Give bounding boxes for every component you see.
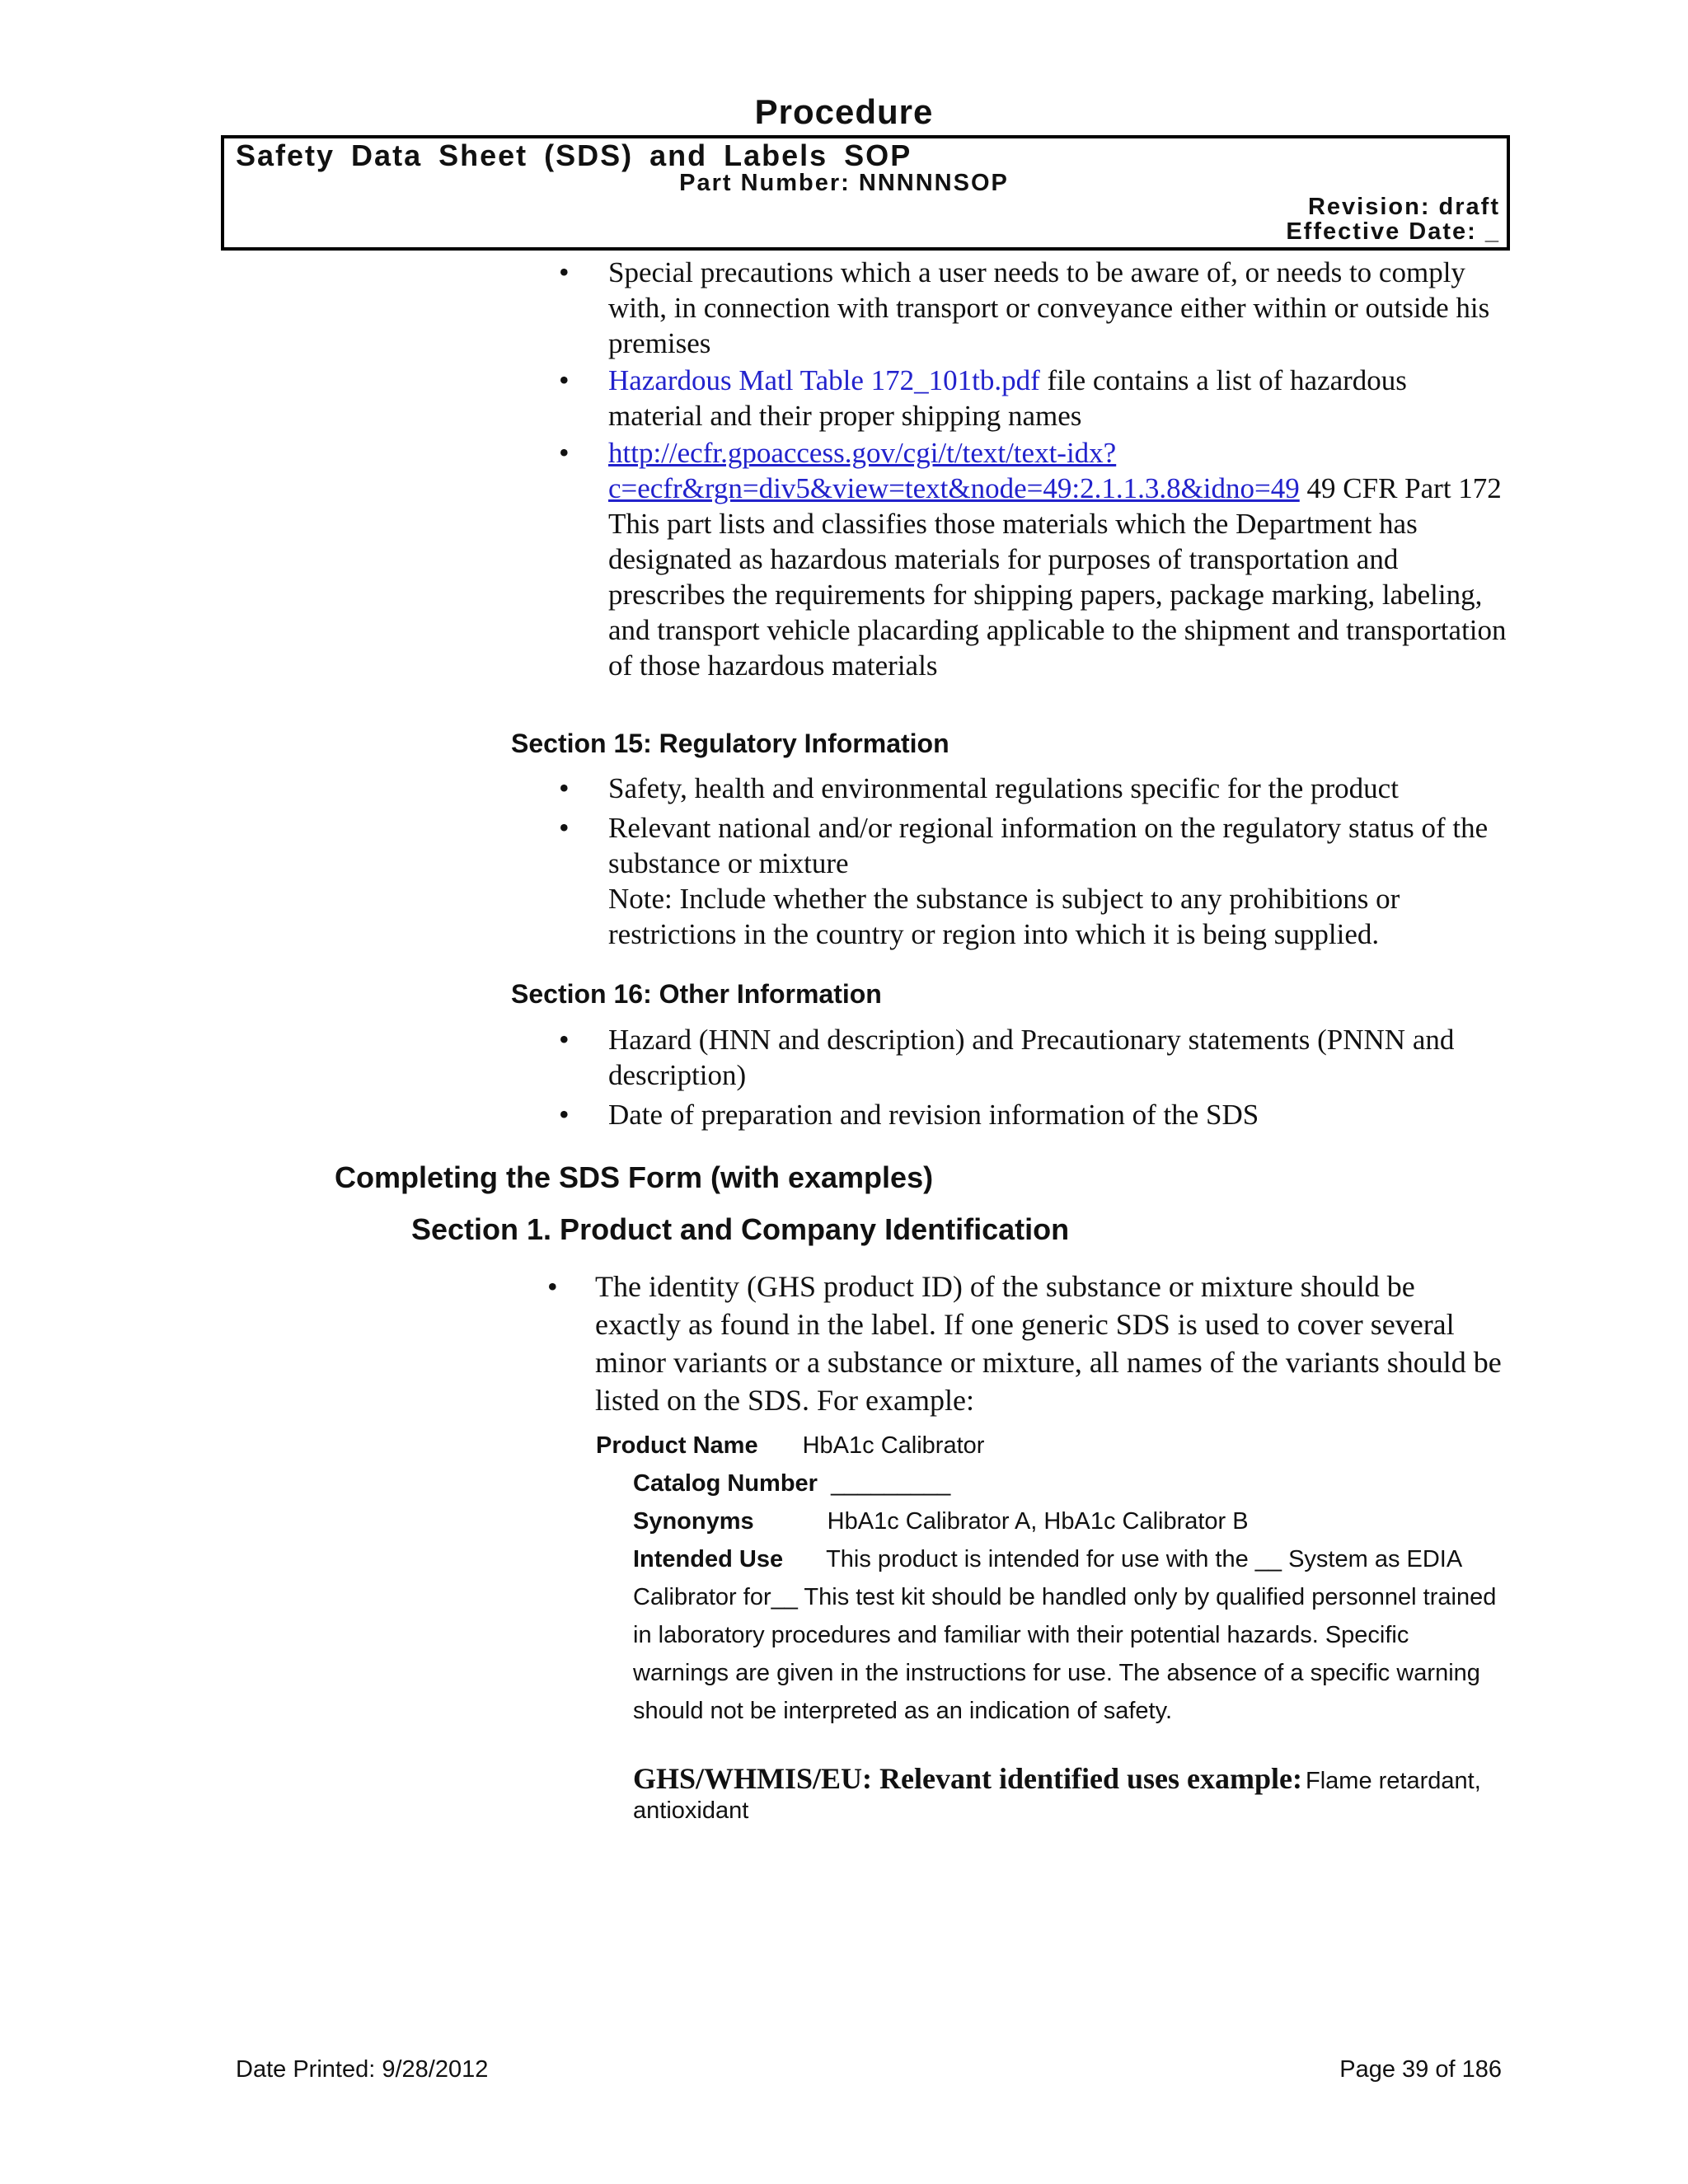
section16-heading: Section 16: Other Information [511, 979, 882, 1009]
example-intended-use: Intended Use This product is intended for use with the __ System as EDIA Calibrator for__ This test kit should be handled only by qualified personnel trained in laboratory procedures and familiar with their potential hazards. Specific warnings are given in the instructions for use. The absence of a specific warning should not be interpreted as an indication of safety. [633, 1546, 1497, 1724]
bullet-icon: • [559, 771, 570, 804]
section1-list [547, 1268, 1502, 1419]
section1-heading: Section 1. Product and Company Identification [411, 1212, 1070, 1246]
hazardous-table-link[interactable]: Hazardous Matl Table 172_101tb.pdf [608, 364, 1040, 396]
list-item: • Hazardous Matl Table 172_101tb.pdf file contains a list of hazardous material and their proper shipping names [559, 363, 1407, 432]
bullet-icon: • [559, 255, 570, 288]
section16-list [559, 1022, 1507, 1132]
completing-heading: Completing the SDS Form (with examples) [335, 1160, 934, 1194]
note-text: Note: Include whether the substance is subject to any prohibitions or restrictions in the country or region into which it is being supplied. [608, 883, 1400, 950]
list-item: • http://ecfr.gpoaccess.gov/cgi/t/text/text-idx? c=ecfr&rgn=div5&view=text&node=49:2.1.1.3.8&idno=49 49 CFR Part 172 This part lists and classifies those materials which the Department has designated as hazardous materials for purposes of transportation and prescribes the requirements for shipping papers, package marking, labeling, and transport vehicle placarding applicable to the shipment and transportation of those hazardous materials [559, 436, 1507, 682]
effective-date: Effective Date: _ [1286, 218, 1500, 245]
list-item: • Date of preparation and revision information of the SDS [559, 1098, 1259, 1131]
date-printed: Date Printed: 9/28/2012 [236, 2056, 489, 2083]
list-item: • Safety, health and environmental regulations specific for the product [559, 771, 1399, 804]
page-title: Procedure [754, 92, 934, 131]
example-catalog: Catalog Number _________ [633, 1470, 951, 1497]
bullet-icon: • [559, 1023, 570, 1056]
section15-list [559, 771, 1507, 952]
ecfr-link[interactable]: http://ecfr.gpoaccess.gov/cgi/t/text/text-idx? c=ecfr&rgn=div5&view=text&node=49:2.1.1.3.8&idno=49 [608, 437, 1300, 504]
document-title: Safety Data Sheet (SDS) and Labels SOP [236, 138, 912, 172]
page-number: Page 39 of 186 [1339, 2056, 1502, 2083]
list-item: • The identity (GHS product ID) of the substance or mixture should be exactly as found in the label. If one generic SDS is used to cover several minor variants or a substance or mixture, all names of the variants should be listed on the SDS. For example: [595, 1268, 1502, 1419]
section15-heading: Section 15: Regulatory Information [511, 729, 950, 758]
part-number: Part Number: NNNNNSOP [679, 170, 1009, 196]
section14-list [559, 255, 1507, 683]
bullet-icon: • [559, 1098, 570, 1131]
revision: Revision: draft [1307, 194, 1500, 220]
list-item: • Special precautions which a user needs to be aware of, or needs to comply with, in connection with transport or conveyance either within or outside his premises [559, 255, 1490, 359]
bullet-icon: • [547, 1270, 558, 1303]
list-item: • Relevant national and/or regional information on the regulatory status of the substance or mixture Note: Include whether the substance is subject to any prohibitions or restrictions in the country or region into which it is being supplied. [559, 811, 1489, 950]
bullet-icon: • [559, 436, 570, 469]
list-item: • Hazard (HNN and description) and Precautionary statements (PNNN and description) [559, 1023, 1455, 1091]
bullet-icon: • [559, 363, 570, 396]
example-synonyms: Synonyms HbA1c Calibrator A, HbA1c Calibrator B [633, 1508, 1249, 1535]
example-product-name: Product Name HbA1c Calibrator [596, 1432, 985, 1459]
ghs-uses: GHS/WHMIS/EU: Relevant identified uses example: Flame retardant, antioxidant [633, 1762, 1481, 1824]
bullet-icon: • [559, 811, 570, 844]
